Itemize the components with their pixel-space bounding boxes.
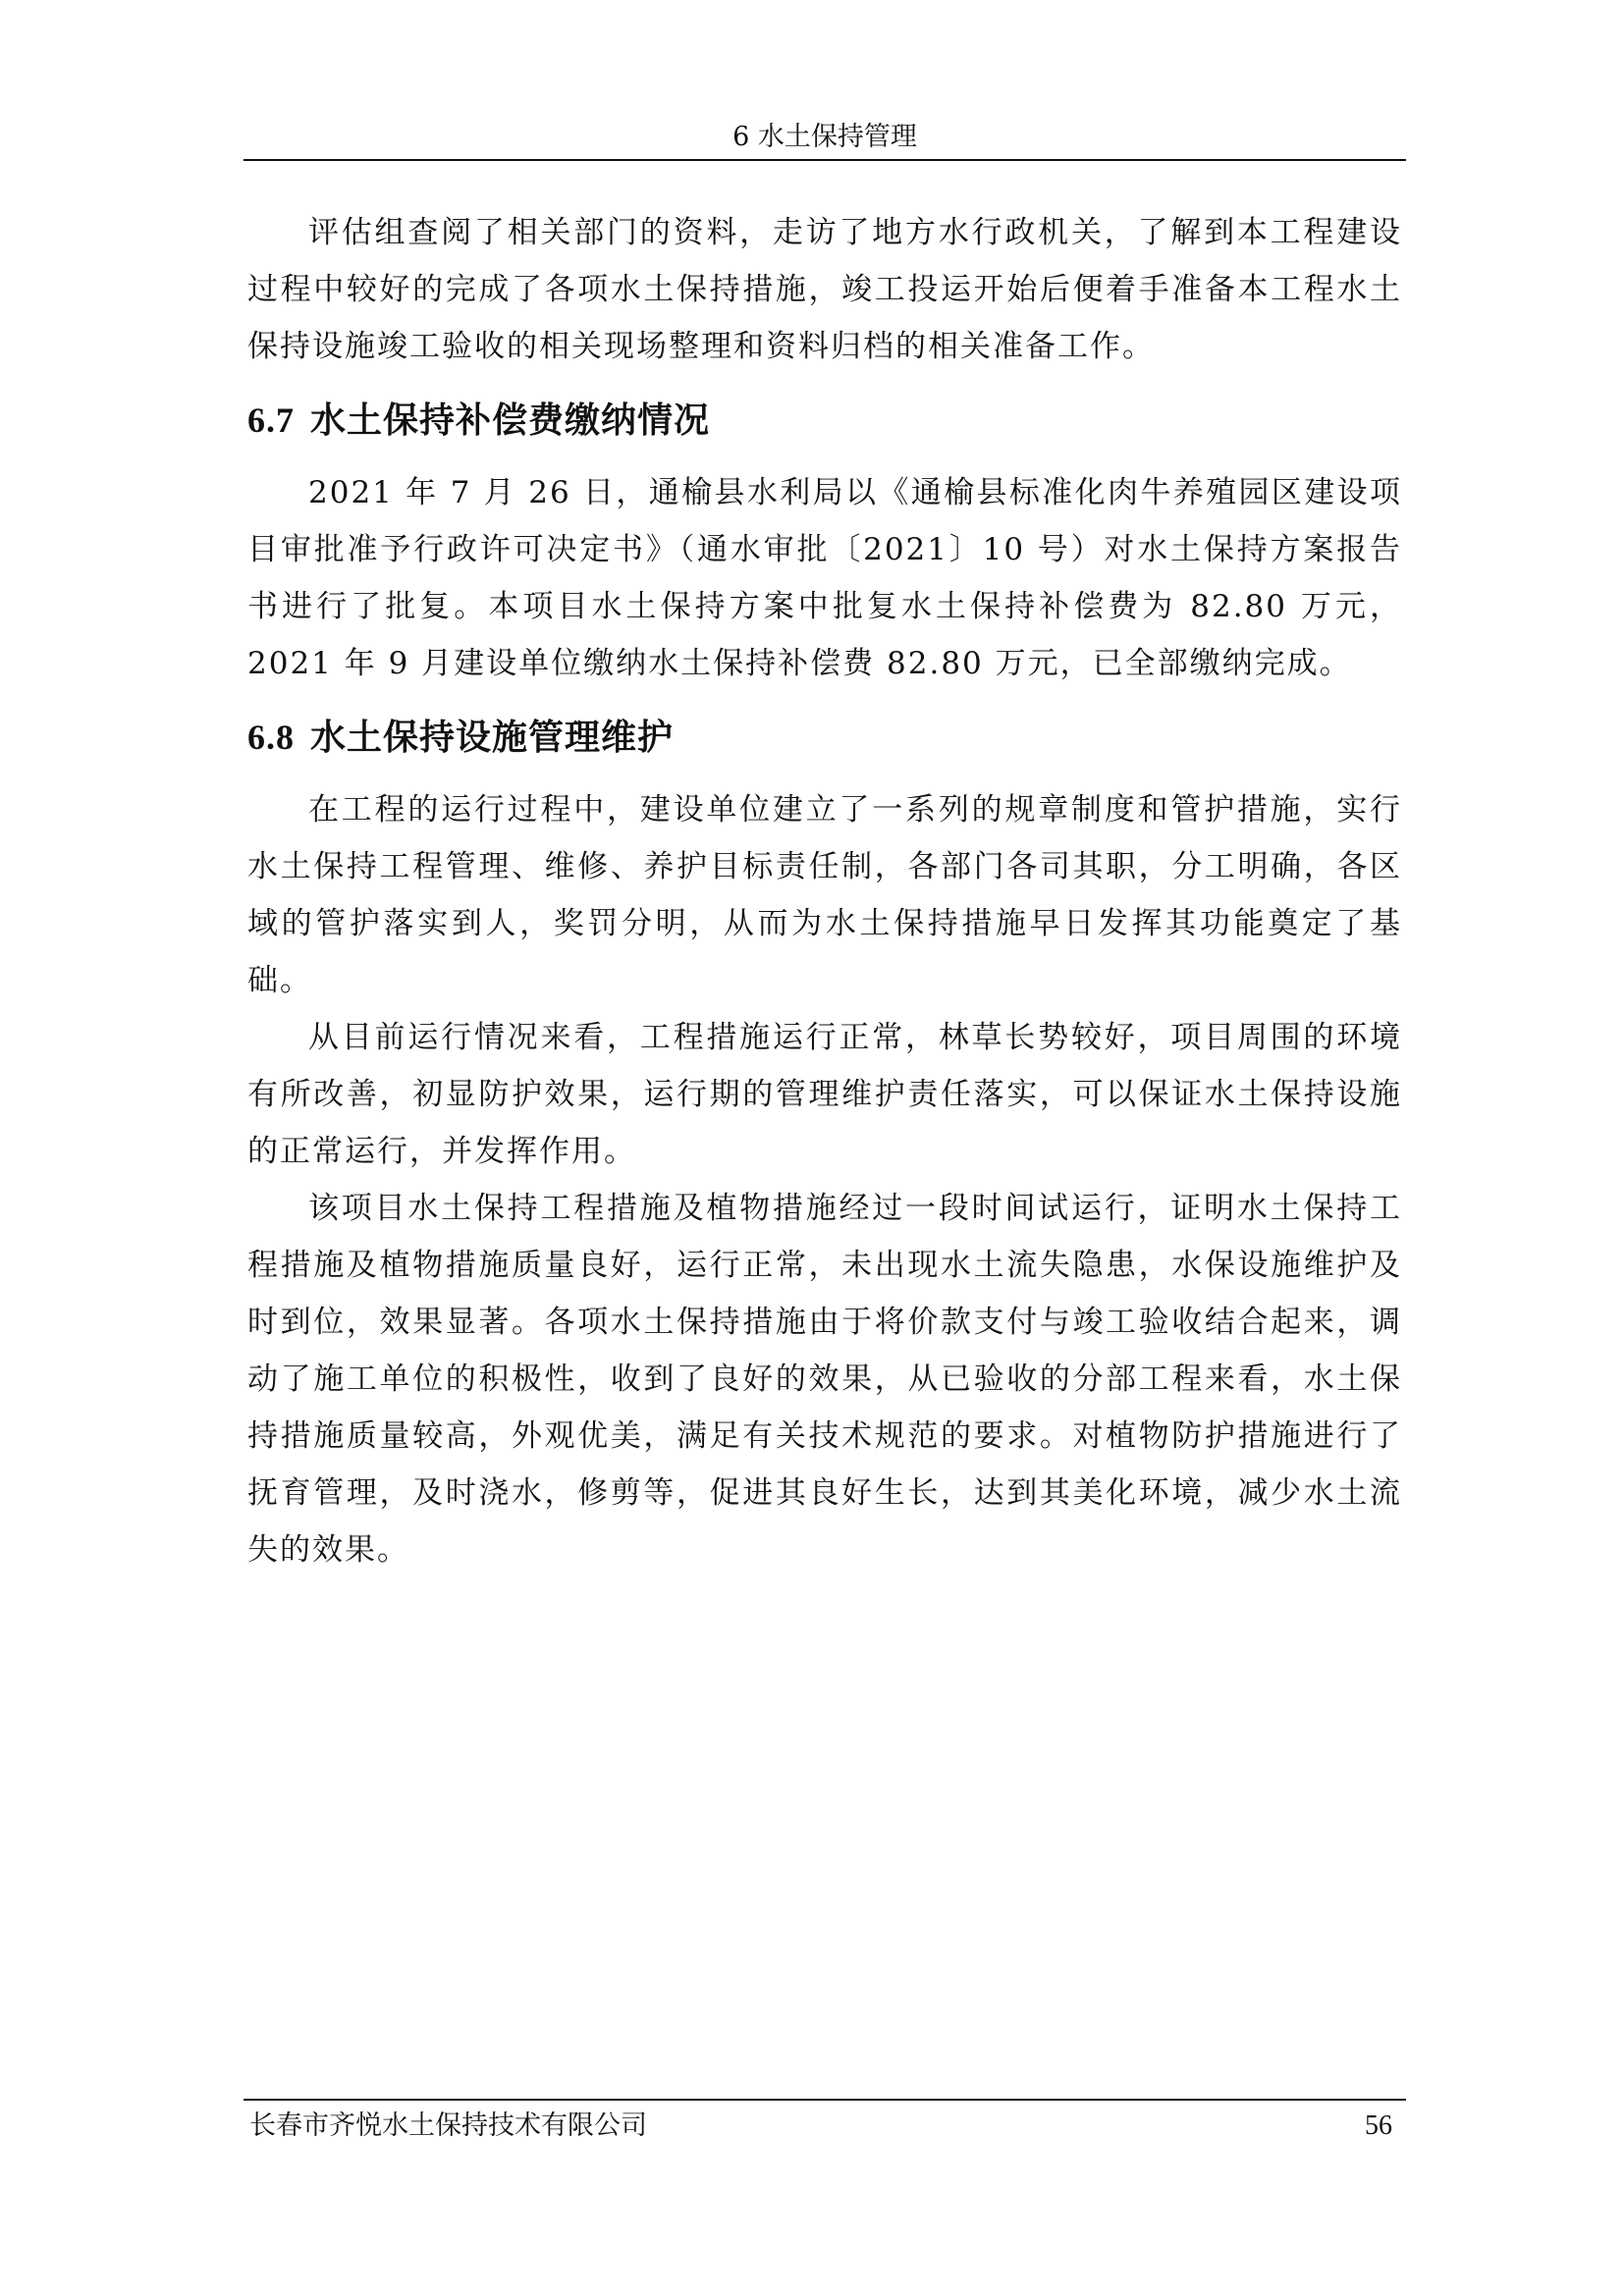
footer-company: 长春市齐悦水土保持技术有限公司: [249, 2110, 647, 2141]
header-title: 6 水土保持管理: [732, 122, 917, 152]
page-header: [244, 116, 1406, 159]
section-number: 6.7: [247, 400, 295, 440]
intro-paragraph: 评估组查阅了相关部门的资料，走访了地方水行政机关，了解到本工程建设过程中较好的完成了各项水土保持措施，竣工投运开始后便着手准备本工程水土保持设施竣工验收的相关现场整理和资料归档的相关准备工作。: [247, 215, 1402, 364]
section-number: 6.8: [247, 718, 295, 757]
maintenance-paragraph-2: 从目前运行情况来看，工程措施运行正常，林草长势较好，项目周围的环境有所改善，初显防护效果，运行期的管理维护责任落实，可以保证水土保持设施的正常运行，并发挥作用。: [247, 1020, 1402, 1169]
page-footer: [244, 2107, 1406, 2146]
maintenance-paragraph-3: 该项目水土保持工程措施及植物措施经过一段时间试运行，证明水土保持工程措施及植物措施质量良好，运行正常，未出现水土流失隐患，水保设施维护及时到位，效果显著。各项水土保持措施由于将价款支付与竣工验收结合起来，调动了施工单位的积极性，收到了良好的效果，从已验收的分部工程来看，水土保持措施质量较高，外观优美，满足有关技术规范的要求。对植物防护措施进行了抚育管理，及时浇水，修剪等，促进其良好生长，达到其美化环境，减少水土流失的效果。: [247, 1191, 1402, 1568]
compensation-fee-paragraph: 2021 年 7 月 26 日，通榆县水利局以《通榆县标准化肉牛养殖园区建设项目审批准予行政许可决定书》（通水审批〔2021〕10 号）对水土保持方案报告书进行了批复。本项目水土保持方案中批复水土保持补偿费为 82.80 万元，2021 年 9 月建设单位缴纳水土保持补偿费 82.80 万元，已全部缴纳完成。: [247, 475, 1402, 681]
section-heading-6-8: [247, 698, 1402, 777]
footer-divider: [244, 2099, 1406, 2101]
section-heading-6-7: [247, 381, 1402, 460]
document-body: [247, 204, 1402, 1578]
header-divider: [244, 159, 1406, 161]
maintenance-paragraph-1: 在工程的运行过程中，建设单位建立了一系列的规章制度和管护措施，实行水土保持工程管理、维修、养护目标责任制，各部门各司其职，分工明确，各区域的管护落实到人，奖罚分明，从而为水土保持措施早日发挥其功能奠定了基础。: [247, 792, 1402, 998]
section-title: 水土保持补偿费缴纳情况: [310, 400, 711, 441]
section-title: 水土保持设施管理维护: [310, 718, 675, 758]
page-number: 56: [1365, 2110, 1392, 2141]
